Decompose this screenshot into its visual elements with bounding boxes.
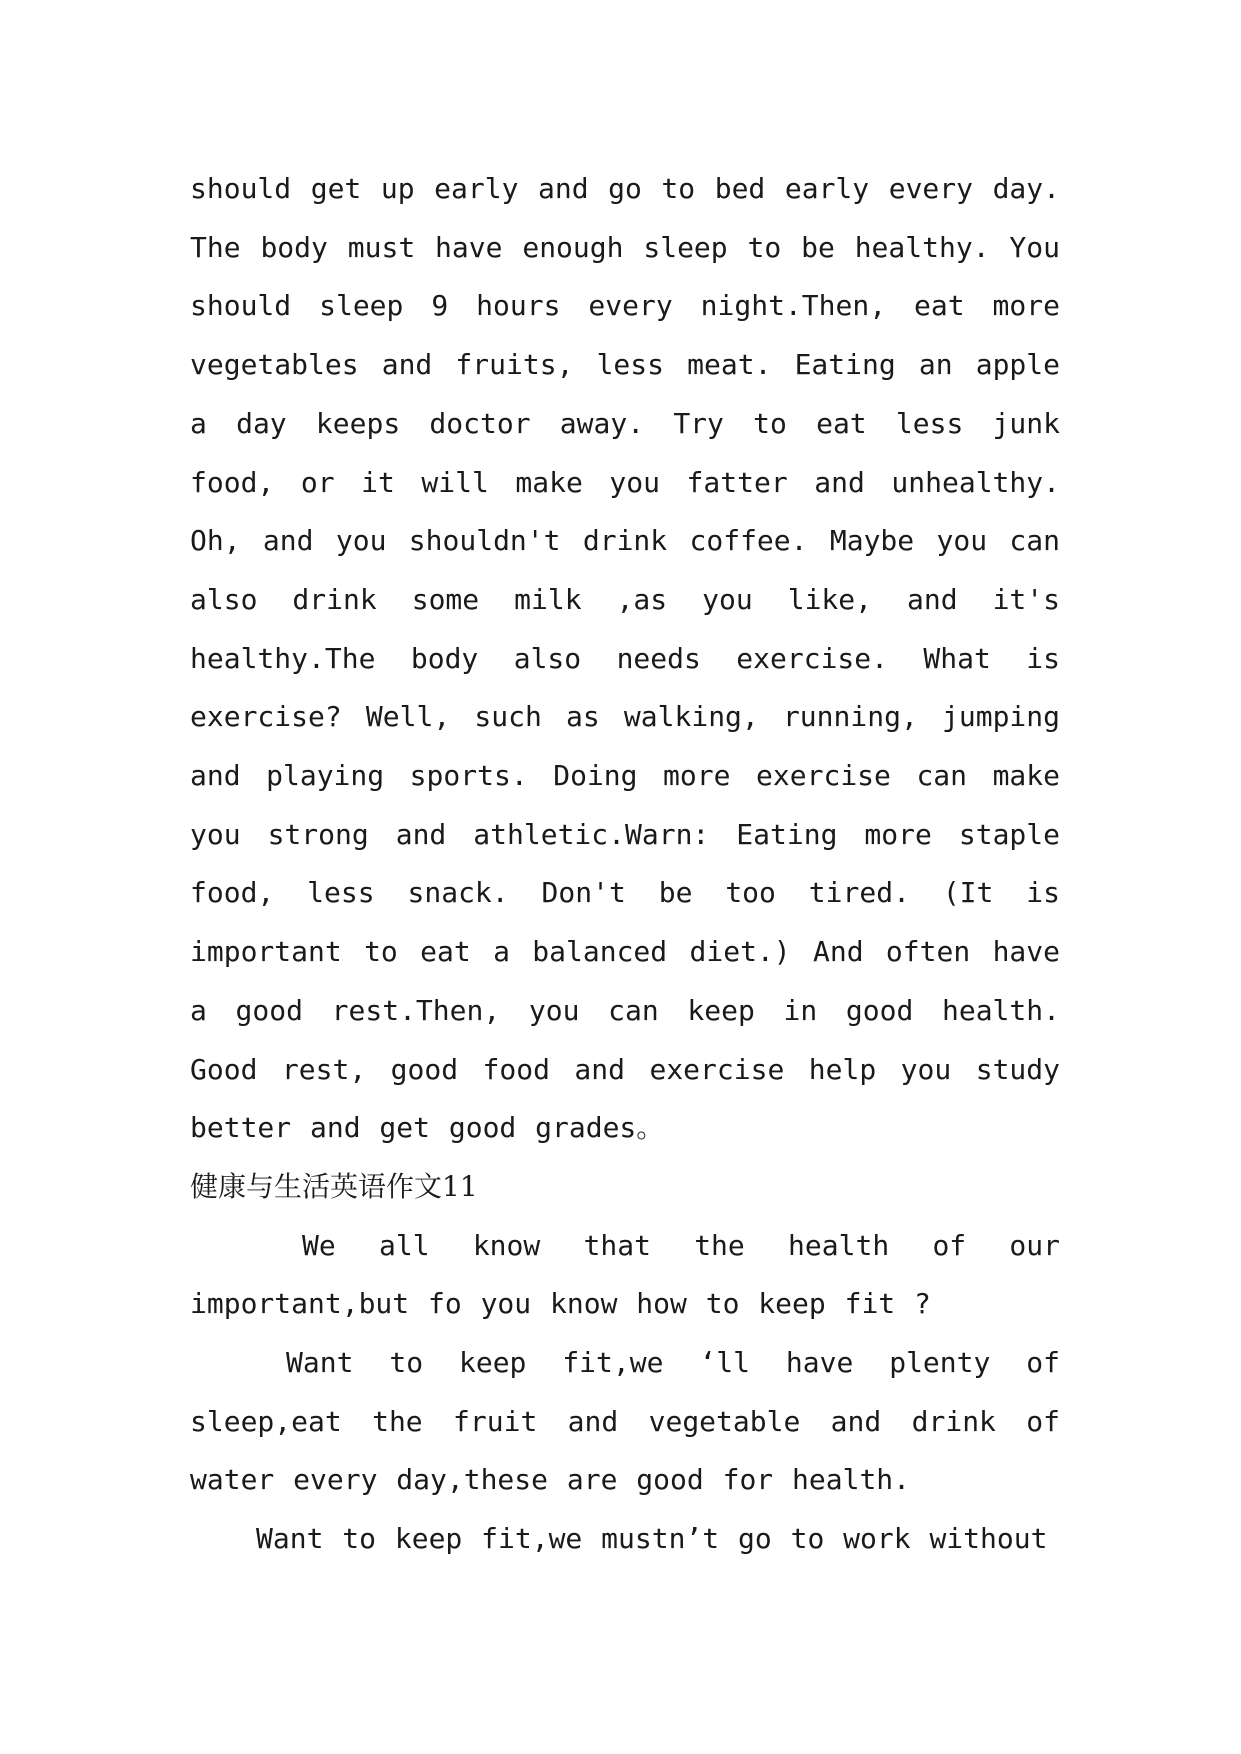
paragraph-keep-fit-work: Want to keep fit,we mustn’t go to work without [256,1522,1048,1556]
document-body [190,160,1060,1569]
paragraph-health-habits: should get up early and go to bed early every day. The body must have enough sleep to be healthy. You should sleep 9 hours every night.Then, eat more vegetables and fruits, less meat. Eating an apple a day keeps doctor away. Try to eat less junk food, or it will make you fatter and unhealthy. Oh, and you shouldn't drink coffee. Maybe you can also drink some milk ,as you like, and it's healthy.The body also needs exercise. What is exercise? Well, such as walking, running, jumping and playing sports. Doing more exercise can make you strong and athletic.Warn: Eating more staple food, less snack. Don't be too tired. (It is important to eat a balanced diet.) And often have a good rest.Then, you can keep in good health. Good rest, good food and exercise help you study better and get good grades。 [190,172,1060,1145]
paragraph-keep-fit-sleep: Want to keep fit,we ‘ll have plenty of sleep,eat the fruit and vegetable and drink of water every day,these are good for health. [190,1346,1060,1497]
paragraph-intro: We all know that the health of our important,but fo you know how to keep fit ? [190,1228,1060,1321]
essay-heading: 健康与生活英语作文11 [190,1169,478,1203]
